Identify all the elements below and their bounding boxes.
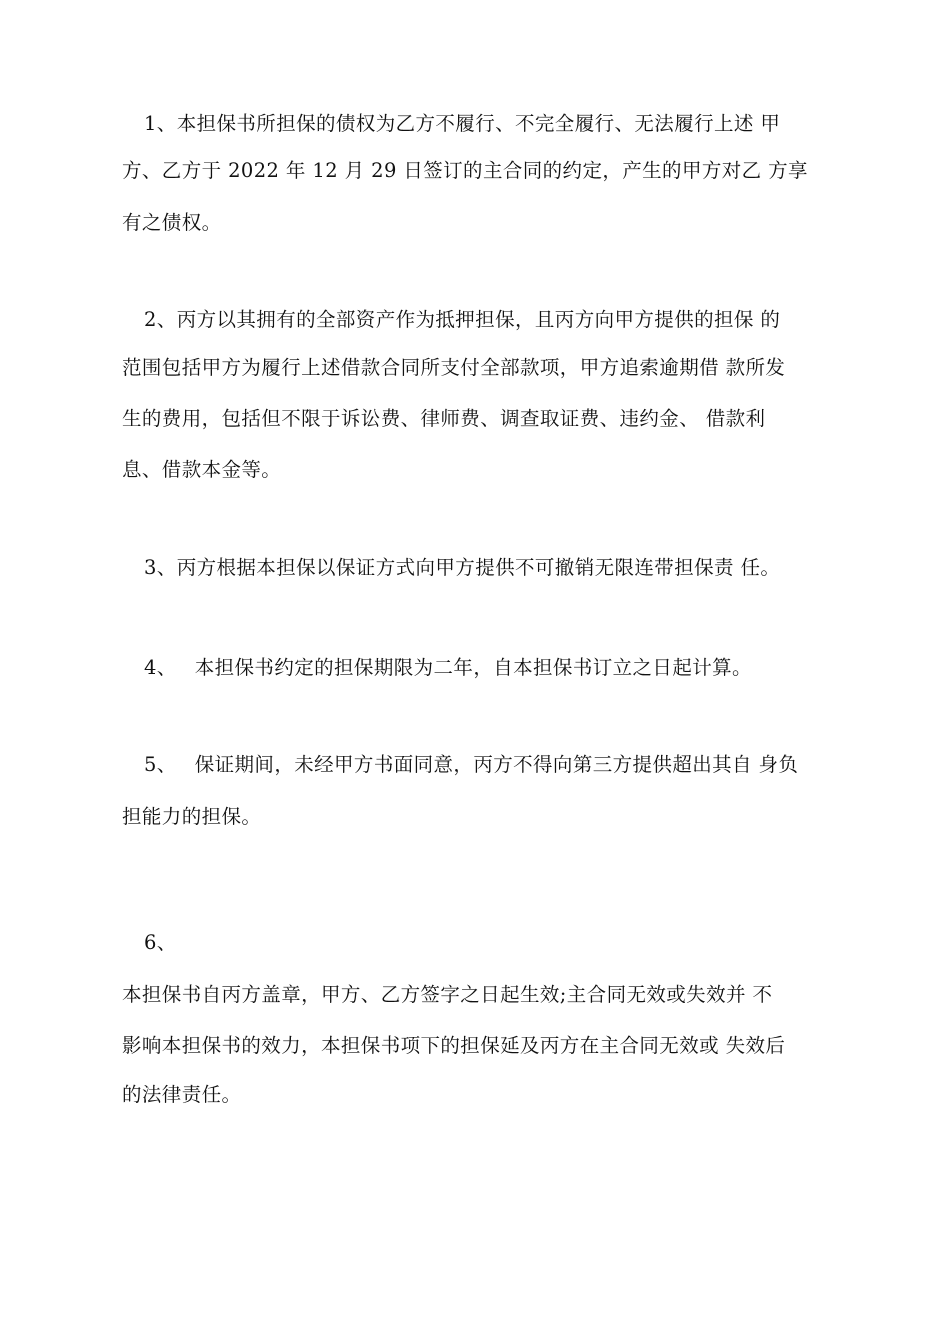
clause-6-number: 6、 (144, 931, 177, 954)
clause-6-line-3: 的法律责任。 (122, 1083, 242, 1106)
clause-5-line-2: 担能力的担保。 (122, 805, 262, 828)
clause-5-line-1 (144, 750, 864, 780)
clause-5-text: 保证期间，未经甲方书面同意，丙方不得向第三方提供超出其自 身负 (194, 753, 799, 776)
clause-1-line-1: 1、本担保书所担保的债权为乙方不履行、不完全履行、无法履行上述 甲 (144, 112, 781, 135)
clause-4-number: 4、 (144, 656, 177, 679)
clause-3-line-1: 3、丙方根据本担保以保证方式向甲方提供不可撤销无限连带担保责 任。 (144, 556, 781, 579)
clause-2-line-1: 2、丙方以其拥有的全部资产作为抵押担保，且丙方向甲方提供的担保 的 (144, 308, 781, 331)
clause-2-line-3: 生的费用，包括但不限于诉讼费、律师费、调查取证费、违约金、 借款利 (122, 407, 766, 430)
clause-4-line-1 (144, 653, 864, 683)
clause-1-line-3: 有之债权。 (122, 211, 222, 234)
clause-2-line-4: 息、借款本金等。 (122, 458, 282, 481)
clause-6-line-1: 本担保书自丙方盖章，甲方、乙方签字之日起生效;主合同无效或失效并 不 (122, 983, 773, 1006)
clause-4-text: 本担保书约定的担保期限为二年，自本担保书订立之日起计算。 (194, 656, 752, 679)
clause-6-line-2: 影响本担保书的效力，本担保书项下的担保延及丙方在主合同无效或 失效后 (122, 1034, 786, 1057)
clause-2-line-2: 范围包括甲方为履行上述借款合同所支付全部款项，甲方追索逾期借 款所发 (122, 356, 786, 379)
clause-1-line-2: 方、乙方于 2022 年 12 月 29 日签订的主合同的约定，产生的甲方对乙 方享 (122, 159, 808, 182)
clause-5-number: 5、 (144, 753, 177, 776)
